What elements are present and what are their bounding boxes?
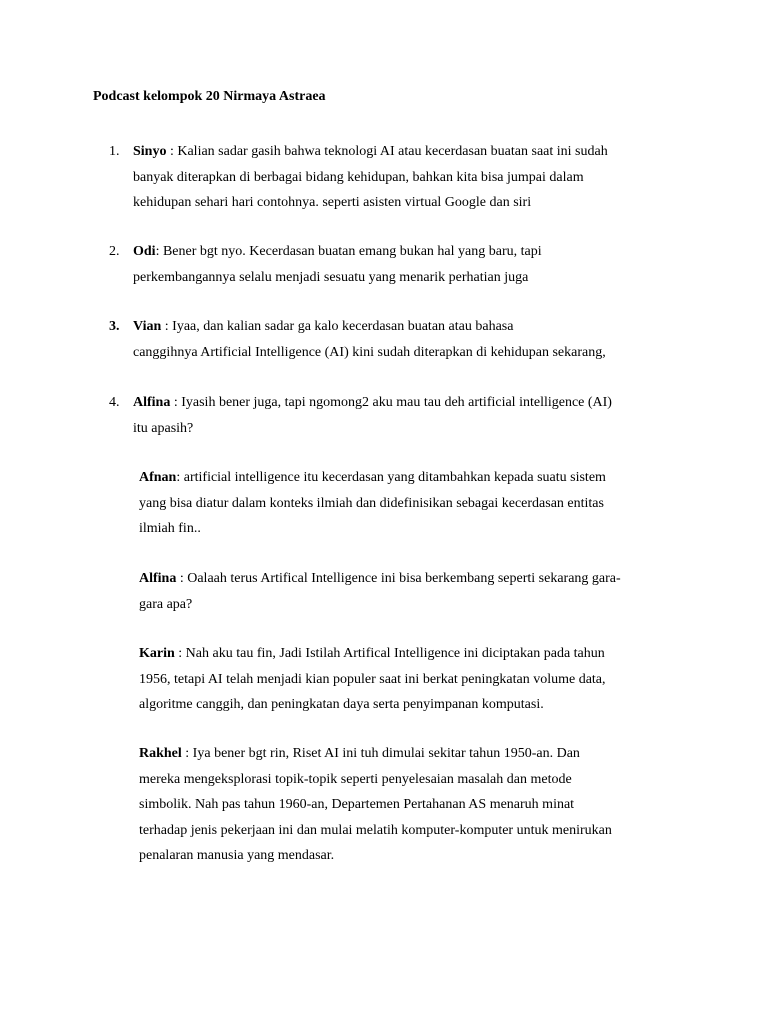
dialogue-line-text: : Iyasih bener juga, tapi ngomong2 aku mau tau deh artificial intelligence (AI) (170, 395, 612, 410)
list-number: 1. (109, 144, 120, 159)
speaker-name: Afnan (139, 470, 177, 485)
dialogue-line-text: : artificial intelligence itu kecerdasan yang ditambahkan kepada suatu sistem (176, 470, 606, 485)
dialogue-text (133, 390, 673, 441)
dialogue-text (133, 239, 673, 290)
dialogue-line: penalaran manusia yang mendasar. (139, 848, 335, 863)
speaker-name: Rakhel (139, 746, 182, 761)
dialogue-line: mereka mengeksplorasi topik-topik seperti penyelesaian masalah dan metode (139, 771, 572, 787)
dialogue-line-text: : Nah aku tau fin, Jadi Istilah Artifical Intelligence ini diciptakan pada tahun (174, 646, 605, 661)
speaker-name: Odi (133, 244, 156, 259)
dialogue-line: gara apa? (139, 596, 193, 612)
dialogue-text (133, 314, 673, 365)
dialogue-line (139, 741, 679, 767)
speaker-name: Alfina (139, 571, 177, 586)
document-title: Podcast kelompok 20 Nirmaya Astraea (93, 89, 326, 104)
list-number: 3. (109, 319, 120, 334)
dialogue-text (133, 139, 673, 216)
dialogue-line: algoritme canggih, dan peningkatan daya serta penyimpanan komputasi. (139, 697, 544, 712)
dialogue-line (133, 390, 673, 416)
dialogue-line-text: : Oalaah terus Artifical Intelligence ini bisa berkembang seperti sekarang gara- (176, 571, 621, 586)
response-paragraph (139, 566, 679, 617)
dialogue-line (139, 566, 679, 592)
speaker-name: Karin (139, 646, 175, 661)
response-paragraph (139, 741, 679, 869)
dialogue-line-text: : Kalian sadar gasih bahwa teknologi AI atau kecerdasan buatan saat ini sudah (166, 144, 608, 159)
dialogue-line: banyak diterapkan di berbagai bidang kehidupan, bahkan kita bisa jumpai dalam (133, 169, 584, 185)
dialogue-line (133, 239, 673, 265)
speaker-name: Sinyo (133, 144, 167, 159)
dialogue-line (139, 465, 679, 491)
dialogue-line: canggihnya Artificial Intelligence (AI) kini sudah diterapkan di kehidupan sekarang, (133, 344, 606, 360)
dialogue-line (133, 314, 673, 340)
dialogue-line (139, 641, 679, 667)
response-paragraph (139, 465, 679, 542)
list-number: 4. (109, 395, 120, 410)
dialogue-line: 1956, tetapi AI telah menjadi kian populer saat ini berkat peningkatan volume data, (139, 671, 606, 687)
speaker-name: Vian (133, 319, 162, 334)
dialogue-line: kehidupan sehari hari contohnya. seperti asisten virtual Google dan siri (133, 195, 532, 210)
dialogue-line: itu apasih? (133, 420, 194, 436)
dialogue-line (133, 139, 673, 165)
dialogue-line: ilmiah fin.. (139, 521, 201, 536)
list-number: 2. (109, 244, 120, 259)
response-paragraph (139, 641, 679, 718)
dialogue-line-text: : Bener bgt nyo. Kecerdasan buatan emang bukan hal yang baru, tapi (155, 244, 542, 259)
speaker-name: Alfina (133, 395, 171, 410)
dialogue-line-text: : Iyaa, dan kalian sadar ga kalo kecerdasan buatan atau bahasa (161, 319, 514, 334)
dialogue-line: terhadap jenis pekerjaan ini dan mulai melatih komputer-komputer untuk menirukan (139, 822, 612, 838)
dialogue-line: perkembangannya selalu menjadi sesuatu yang menarik perhatian juga (133, 269, 529, 285)
dialogue-line-text: : Iya bener bgt rin, Riset AI ini tuh dimulai sekitar tahun 1950-an. Dan (181, 746, 580, 761)
dialogue-line: yang bisa diatur dalam konteks ilmiah dan didefinisikan sebagai kecerdasan entitas (139, 495, 604, 511)
dialogue-line: simbolik. Nah pas tahun 1960-an, Departemen Pertahanan AS menaruh minat (139, 797, 575, 812)
